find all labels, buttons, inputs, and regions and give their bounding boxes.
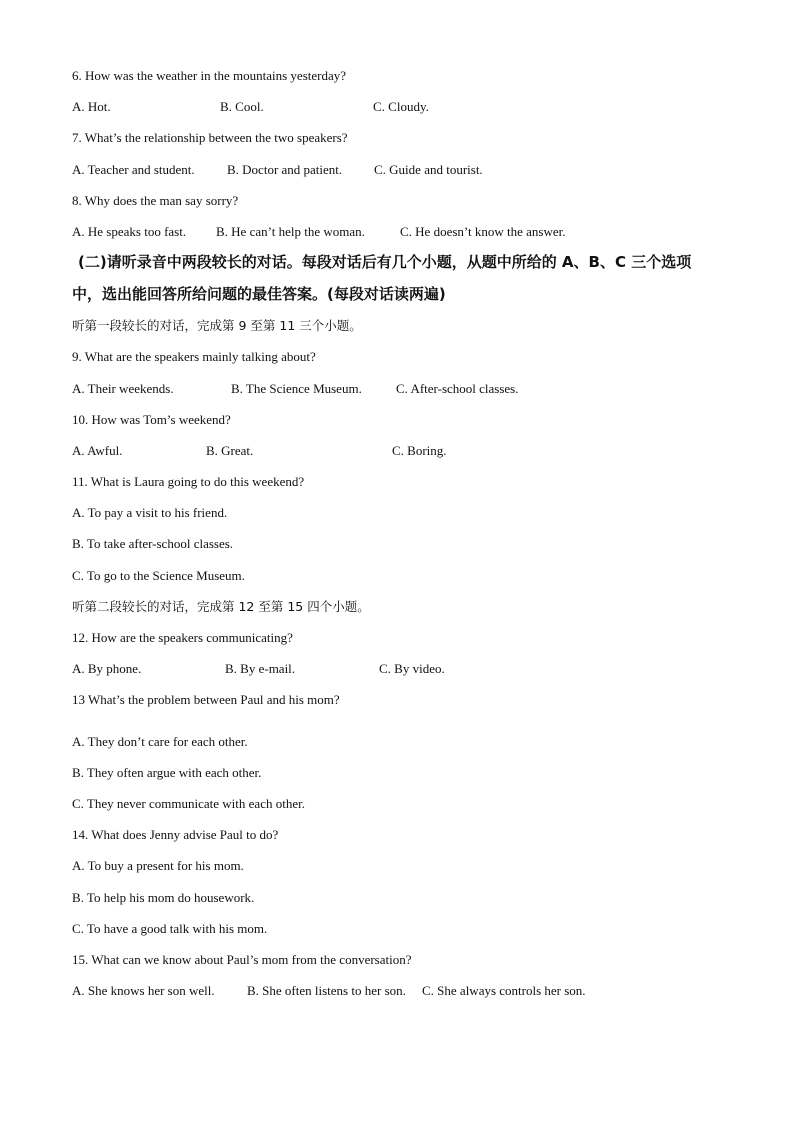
dialog2-intro: 听第二段较长的对话，完成第 12 至第 15 四个小题。 <box>72 598 370 614</box>
q15-option-c: C. She always controls her son. <box>422 983 586 999</box>
q15-option-a: A. She knows her son well. <box>72 983 215 999</box>
q9-stem: 9. What are the speakers mainly talking about? <box>72 349 316 365</box>
q15-option-b: B. She often listens to her son. <box>247 983 406 999</box>
q6-option-c: C. Cloudy. <box>373 99 429 115</box>
q10-option-c: C. Boring. <box>392 442 447 458</box>
q9-option-c: C. After-school classes. <box>396 380 519 396</box>
q13-stem: 13 What’s the problem between Paul and his mom? <box>72 692 340 708</box>
q10-options <box>72 435 732 466</box>
section2-instruction-line1: (二)请听录音中两段较长的对话。每段对话后有几个小题，从题中所给的 A、B、C 三个选项 <box>78 253 692 272</box>
q7-option-a: A. Teacher and student. <box>72 161 195 177</box>
q14-option-c: C. To have a good talk with his mom. <box>72 920 268 936</box>
q8-option-a: A. He speaks too fast. <box>72 223 187 239</box>
q8-option-c: C. He doesn’t know the answer. <box>400 223 566 239</box>
dialog1-intro: 听第一段较长的对话，完成第 9 至第 11 三个小题。 <box>72 318 362 334</box>
q8-options <box>72 216 732 247</box>
q12-option-c: C. By video. <box>379 661 445 677</box>
q13-option-b: B. They often argue with each other. <box>72 764 262 780</box>
q9-options <box>72 373 732 404</box>
q13-option-a: A. They don’t care for each other. <box>72 733 248 749</box>
q12-stem: 12. How are the speakers communicating? <box>72 630 293 645</box>
section2-instruction-line2: 中，选出能回答所给问题的最佳答案。(每段对话读两遍) <box>72 284 446 303</box>
q7-option-c: C. Guide and tourist. <box>374 161 483 177</box>
q11-option-c: C. To go to the Science Museum. <box>72 567 245 583</box>
q12-options <box>72 653 732 684</box>
q11-option-a: A. To pay a visit to his friend. <box>72 505 228 521</box>
q15-stem: 15. What can we know about Paul’s mom from the conversation? <box>72 951 412 967</box>
q13-option-c: C. They never communicate with each other. <box>72 795 305 811</box>
q10-option-b: B. Great. <box>206 442 254 458</box>
exam-page <box>72 60 732 1006</box>
spacer <box>72 716 732 726</box>
q12-option-b: B. By e-mail. <box>225 661 296 677</box>
q6-option-b: B. Cool. <box>220 99 264 115</box>
q14-option-a: A. To buy a present for his mom. <box>72 858 244 874</box>
q8-stem: 8. Why does the man say sorry? <box>72 192 239 208</box>
q11-stem: 11. What is Laura going to do this weekend? <box>72 474 305 490</box>
q15-options <box>72 975 732 1006</box>
q6-option-a: A. Hot. <box>72 99 111 115</box>
q6-options <box>72 91 732 122</box>
q7-stem: 7. What’s the relationship between the two speakers? <box>72 130 348 146</box>
q8-option-b: B. He can’t help the woman. <box>216 223 365 239</box>
q14-stem: 14. What does Jenny advise Paul to do? <box>72 827 279 843</box>
q9-option-b: B. The Science Museum. <box>231 380 362 396</box>
q11-option-b: B. To take after-school classes. <box>72 536 234 552</box>
q6-stem: 6. How was the weather in the mountains yesterday? <box>72 68 347 83</box>
q7-options <box>72 154 732 185</box>
q10-option-a: A. Awful. <box>72 442 123 458</box>
q9-option-a: A. Their weekends. <box>72 380 174 396</box>
q14-option-b: B. To help his mom do housework. <box>72 889 255 905</box>
q7-option-b: B. Doctor and patient. <box>227 161 343 177</box>
q12-option-a: A. By phone. <box>72 661 142 677</box>
q10-stem: 10. How was Tom’s weekend? <box>72 411 231 427</box>
